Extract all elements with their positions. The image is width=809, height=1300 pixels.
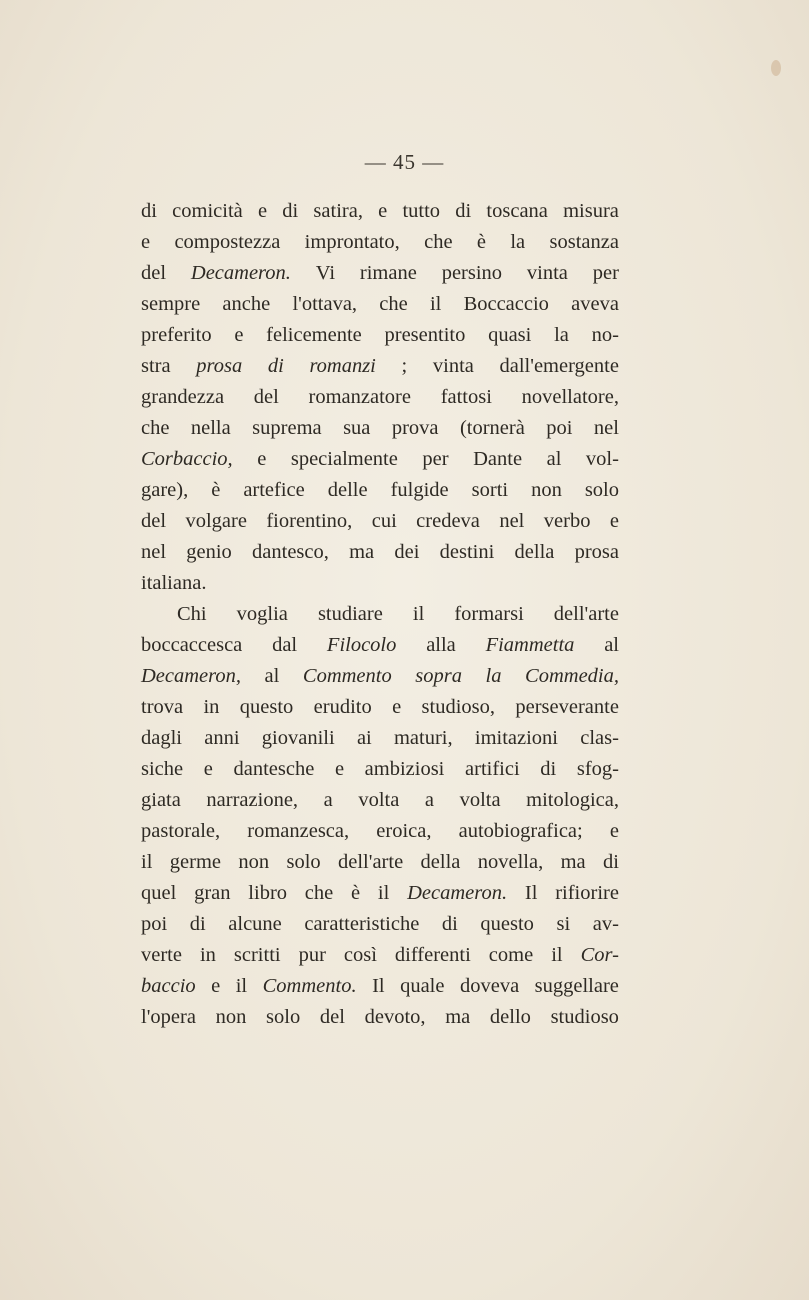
word: sfog- bbox=[576, 758, 619, 780]
word: ma bbox=[445, 1006, 471, 1028]
word: toscana bbox=[486, 200, 548, 222]
word: di bbox=[282, 200, 299, 222]
word: romanzi bbox=[309, 355, 376, 377]
word: tutto bbox=[402, 200, 441, 222]
text-line bbox=[141, 661, 619, 692]
word: comicità bbox=[172, 200, 243, 222]
word: della bbox=[514, 541, 555, 563]
word: alla bbox=[426, 634, 456, 656]
word: e bbox=[234, 324, 244, 346]
word: Il bbox=[524, 882, 538, 904]
word: di bbox=[455, 200, 472, 222]
word: Decameron. bbox=[190, 262, 291, 284]
word: studiare bbox=[317, 603, 383, 625]
word: di bbox=[189, 913, 206, 935]
word: cui bbox=[371, 510, 397, 532]
word: grandezza bbox=[141, 386, 225, 408]
text-line bbox=[141, 506, 619, 537]
word: germe bbox=[169, 851, 221, 873]
word: novellatore, bbox=[521, 386, 619, 408]
text-line bbox=[141, 971, 619, 1002]
word: studioso bbox=[550, 1006, 619, 1028]
text-line bbox=[141, 227, 619, 258]
word: dei bbox=[394, 541, 420, 563]
word: improntato, bbox=[304, 231, 400, 253]
word: Commento bbox=[302, 665, 392, 687]
word: a bbox=[323, 789, 333, 811]
word: solo bbox=[266, 1006, 301, 1028]
word: vinta bbox=[526, 262, 568, 284]
word: eroica, bbox=[376, 820, 432, 842]
word: dal bbox=[272, 634, 298, 656]
word: e bbox=[392, 696, 402, 718]
word: non bbox=[531, 479, 562, 501]
word: e bbox=[257, 200, 268, 222]
word: si bbox=[556, 913, 571, 935]
word: narrazione, bbox=[206, 789, 299, 811]
word: sorti bbox=[471, 479, 509, 501]
word: sostanza bbox=[549, 231, 619, 253]
word: e bbox=[203, 758, 213, 780]
word: e bbox=[334, 758, 345, 780]
word: sempre bbox=[141, 293, 201, 315]
word: vinta bbox=[432, 355, 474, 377]
word: e bbox=[141, 231, 151, 253]
word: di bbox=[602, 851, 619, 873]
word: gare), bbox=[141, 479, 189, 501]
word: volgare bbox=[185, 510, 247, 532]
word: solo bbox=[286, 851, 321, 873]
word: rifiorire bbox=[555, 882, 619, 904]
word: giovanili bbox=[261, 727, 335, 749]
word: trova bbox=[141, 696, 184, 718]
word: al bbox=[604, 634, 619, 656]
word: il bbox=[377, 882, 390, 904]
word: dell'arte bbox=[553, 603, 619, 625]
word: Dante bbox=[473, 448, 523, 470]
word: non bbox=[215, 1006, 247, 1028]
text-line bbox=[141, 475, 619, 506]
word: Boccaccio bbox=[463, 293, 549, 315]
text-line bbox=[141, 878, 619, 909]
word: è bbox=[476, 231, 487, 253]
text-line bbox=[141, 847, 619, 878]
word: romanzatore bbox=[308, 386, 411, 408]
word: Decameron. bbox=[407, 882, 508, 904]
word: fattosi bbox=[440, 386, 492, 408]
word: devoto, bbox=[364, 1006, 426, 1028]
word: il bbox=[551, 944, 563, 966]
word: dello bbox=[489, 1006, 531, 1028]
text-line bbox=[141, 754, 619, 785]
word: prosa bbox=[196, 355, 243, 377]
word: caratteristiche bbox=[304, 913, 420, 935]
word: clas- bbox=[580, 727, 619, 749]
word: l'opera bbox=[141, 1006, 196, 1028]
word: Decameron, bbox=[141, 665, 241, 687]
word: imitazioni bbox=[474, 727, 558, 749]
word: Commedia, bbox=[525, 665, 619, 687]
word: alcune bbox=[228, 913, 282, 935]
body-text bbox=[141, 196, 619, 1033]
word: e bbox=[211, 975, 221, 997]
word: volta bbox=[358, 789, 400, 811]
word: av- bbox=[592, 913, 619, 935]
word: prova bbox=[391, 417, 439, 439]
text-line bbox=[141, 444, 619, 475]
word: delle bbox=[327, 479, 368, 501]
word: italiana. bbox=[141, 572, 207, 594]
word: di bbox=[267, 355, 284, 377]
text-line bbox=[141, 785, 619, 816]
word: genio bbox=[186, 541, 232, 563]
word: gran bbox=[194, 882, 231, 904]
text-line bbox=[141, 382, 619, 413]
word: e bbox=[257, 448, 267, 470]
word: boccaccesca bbox=[141, 634, 243, 656]
word: Corbaccio, bbox=[141, 448, 233, 470]
word: compostezza bbox=[174, 231, 281, 253]
text-line bbox=[141, 289, 619, 320]
word: di bbox=[540, 758, 557, 780]
word: satira, bbox=[313, 200, 363, 222]
word: sopra bbox=[415, 665, 462, 687]
word: quale bbox=[400, 975, 445, 997]
text-line bbox=[141, 258, 619, 289]
word: verbo bbox=[543, 510, 591, 532]
word: romanzesca, bbox=[247, 820, 350, 842]
word: solo bbox=[584, 479, 619, 501]
word: non bbox=[238, 851, 270, 873]
word: credeva bbox=[416, 510, 480, 532]
word: al bbox=[264, 665, 280, 687]
word: e bbox=[609, 820, 619, 842]
word: voglia bbox=[236, 603, 288, 625]
word: anni bbox=[204, 727, 240, 749]
word: scritti bbox=[233, 944, 281, 966]
word: pastorale, bbox=[141, 820, 221, 842]
text-line bbox=[141, 413, 619, 444]
word: ma bbox=[349, 541, 375, 563]
word: autobiografica; bbox=[458, 820, 583, 842]
word: pur bbox=[298, 944, 326, 966]
word: ma bbox=[560, 851, 586, 873]
word: questo bbox=[239, 696, 294, 718]
word: stra bbox=[141, 355, 171, 377]
word: suggellare bbox=[534, 975, 619, 997]
text-line bbox=[141, 630, 619, 661]
word: studioso, bbox=[421, 696, 495, 718]
word: ai bbox=[356, 727, 372, 749]
word: differenti bbox=[394, 944, 471, 966]
word: al bbox=[546, 448, 562, 470]
word: libro bbox=[248, 882, 288, 904]
word: felicemente bbox=[266, 324, 362, 346]
word: baccio bbox=[141, 975, 196, 997]
word: presentito bbox=[384, 324, 466, 346]
word: specialmente bbox=[290, 448, 398, 470]
word: destini bbox=[439, 541, 495, 563]
word: mitologica, bbox=[526, 789, 619, 811]
word: verte bbox=[141, 944, 182, 966]
word: per bbox=[422, 448, 449, 470]
word: Chi bbox=[177, 603, 207, 625]
word: la bbox=[485, 665, 502, 687]
word: del bbox=[141, 262, 167, 284]
text-line bbox=[141, 196, 619, 227]
word: ; bbox=[401, 355, 408, 377]
word: prosa bbox=[574, 541, 619, 563]
word: è bbox=[351, 882, 361, 904]
text-line bbox=[141, 568, 619, 599]
word: Cor- bbox=[580, 944, 619, 966]
word: la bbox=[510, 231, 526, 253]
word: dagli bbox=[141, 727, 182, 749]
word: suprema bbox=[252, 417, 322, 439]
word: l'ottava, bbox=[292, 293, 358, 315]
word: dell'arte bbox=[338, 851, 404, 873]
word: sua bbox=[343, 417, 371, 439]
text-line bbox=[141, 723, 619, 754]
word: nel bbox=[141, 541, 167, 563]
word: dall'emergente bbox=[499, 355, 619, 377]
word: così bbox=[343, 944, 377, 966]
word: maturi, bbox=[393, 727, 453, 749]
word: siche bbox=[141, 758, 184, 780]
word: giata bbox=[141, 789, 181, 811]
word: è bbox=[211, 479, 221, 501]
text-line bbox=[141, 320, 619, 351]
word: che bbox=[304, 882, 334, 904]
word: come bbox=[488, 944, 534, 966]
word: di bbox=[141, 200, 157, 222]
word: erudito bbox=[313, 696, 372, 718]
word: fiorentino, bbox=[266, 510, 353, 532]
word: della bbox=[420, 851, 461, 873]
word: quel bbox=[141, 882, 177, 904]
word: Vi bbox=[315, 262, 336, 284]
word: il bbox=[235, 975, 248, 997]
word: volta bbox=[459, 789, 501, 811]
word: del bbox=[141, 510, 167, 532]
text-line bbox=[141, 537, 619, 568]
text-line bbox=[141, 940, 619, 971]
word: dantesche bbox=[233, 758, 315, 780]
word: Fiammetta bbox=[485, 634, 575, 656]
word: anche bbox=[222, 293, 271, 315]
word: Il bbox=[372, 975, 385, 997]
word: che bbox=[424, 231, 453, 253]
word: dantesco, bbox=[252, 541, 329, 563]
word: no- bbox=[591, 324, 619, 346]
word: a bbox=[424, 789, 434, 811]
word: il bbox=[141, 851, 153, 873]
word: che bbox=[141, 417, 170, 439]
word: poi bbox=[546, 417, 573, 439]
word: misura bbox=[563, 200, 619, 222]
word: in bbox=[203, 696, 220, 718]
word: nel bbox=[593, 417, 619, 439]
word: del bbox=[253, 386, 279, 408]
text-line bbox=[141, 599, 619, 630]
word: del bbox=[319, 1006, 345, 1028]
word: il bbox=[412, 603, 425, 625]
word: che bbox=[379, 293, 408, 315]
word: doveva bbox=[459, 975, 520, 997]
word: perseverante bbox=[515, 696, 619, 718]
word: di bbox=[441, 913, 458, 935]
word: poi bbox=[141, 913, 168, 935]
word: Commento. bbox=[262, 975, 357, 997]
word: quasi bbox=[488, 324, 532, 346]
word: persino bbox=[441, 262, 503, 284]
word: vol- bbox=[585, 448, 619, 470]
word: la bbox=[554, 324, 569, 346]
word: aveva bbox=[571, 293, 619, 315]
text-line bbox=[141, 692, 619, 723]
word: novella, bbox=[477, 851, 544, 873]
word: questo bbox=[480, 913, 534, 935]
word: e bbox=[378, 200, 388, 222]
word: nella bbox=[190, 417, 231, 439]
word: nel bbox=[499, 510, 525, 532]
word: preferito bbox=[141, 324, 212, 346]
word: e bbox=[609, 510, 619, 532]
paper-stain bbox=[771, 60, 781, 76]
page-number: — 45 — bbox=[364, 150, 445, 174]
word: rimane bbox=[359, 262, 417, 284]
text-line bbox=[141, 816, 619, 847]
word: ambiziosi bbox=[364, 758, 445, 780]
word: artefice bbox=[243, 479, 305, 501]
text-line bbox=[141, 1002, 619, 1033]
word: il bbox=[429, 293, 442, 315]
word: fulgide bbox=[390, 479, 449, 501]
text-line bbox=[141, 351, 619, 382]
word: Filocolo bbox=[326, 634, 397, 656]
word: (tornerà bbox=[459, 417, 525, 439]
word: artifici bbox=[465, 758, 520, 780]
text-line bbox=[141, 909, 619, 940]
word: formarsi bbox=[454, 603, 524, 625]
word: per bbox=[592, 262, 619, 284]
word: in bbox=[199, 944, 216, 966]
